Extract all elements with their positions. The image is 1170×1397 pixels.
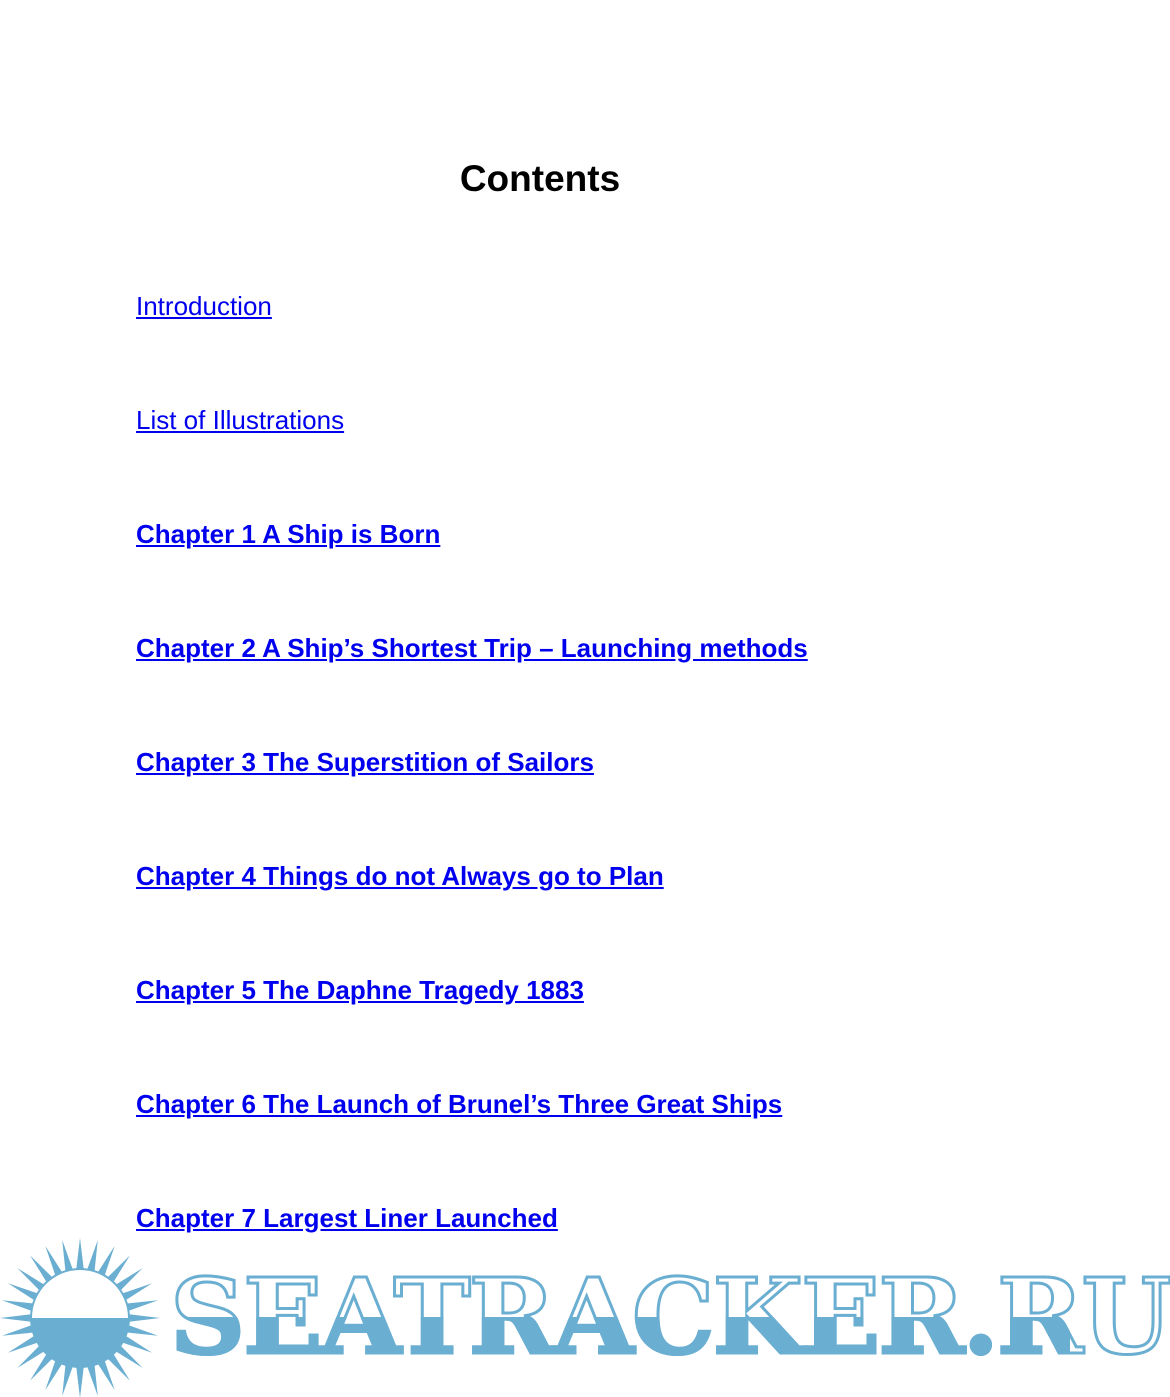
toc-link-chapter-3[interactable]: Chapter 3 The Superstition of Sailors bbox=[136, 747, 594, 777]
toc-link-chapter-1[interactable]: Chapter 1 A Ship is Born bbox=[136, 519, 441, 549]
sun-ray bbox=[76, 1238, 84, 1272]
toc-link-introduction[interactable]: Introduction bbox=[136, 291, 272, 321]
toc-link-chapter-4[interactable]: Chapter 4 Things do not Always go to Plan bbox=[136, 861, 664, 891]
toc-link-chapter-2[interactable]: Chapter 2 A Ship’s Shortest Trip – Launching methods bbox=[136, 633, 808, 663]
sun-ray bbox=[126, 1314, 160, 1322]
sun-icon bbox=[0, 1236, 170, 1397]
toc-item-chapter-3 bbox=[136, 746, 808, 860]
toc-link-chapter-5[interactable]: Chapter 5 The Daphne Tragedy 1883 bbox=[136, 975, 584, 1005]
toc-link-chapter-7[interactable]: Chapter 7 Largest Liner Launched bbox=[136, 1203, 558, 1233]
toc-link-chapter-6[interactable]: Chapter 6 The Launch of Brunel’s Three Great Ships bbox=[136, 1089, 783, 1119]
toc-item-chapter-1 bbox=[136, 518, 808, 632]
toc-item-introduction bbox=[136, 290, 808, 404]
toc-item-chapter-5 bbox=[136, 974, 808, 1088]
toc-item-chapter-6 bbox=[136, 1088, 808, 1202]
toc-link-list-of-illustrations[interactable]: List of Illustrations bbox=[136, 405, 345, 435]
watermark-text: SEATRACKER.RU bbox=[170, 1255, 1170, 1378]
page-title: Contents bbox=[459, 158, 621, 199]
table-of-contents bbox=[136, 290, 808, 1316]
toc-item-chapter-2 bbox=[136, 632, 808, 746]
sun-ray bbox=[0, 1314, 34, 1322]
sun-ray bbox=[76, 1364, 84, 1397]
toc-item-chapter-4 bbox=[136, 860, 808, 974]
toc-item-illustrations bbox=[136, 404, 808, 518]
